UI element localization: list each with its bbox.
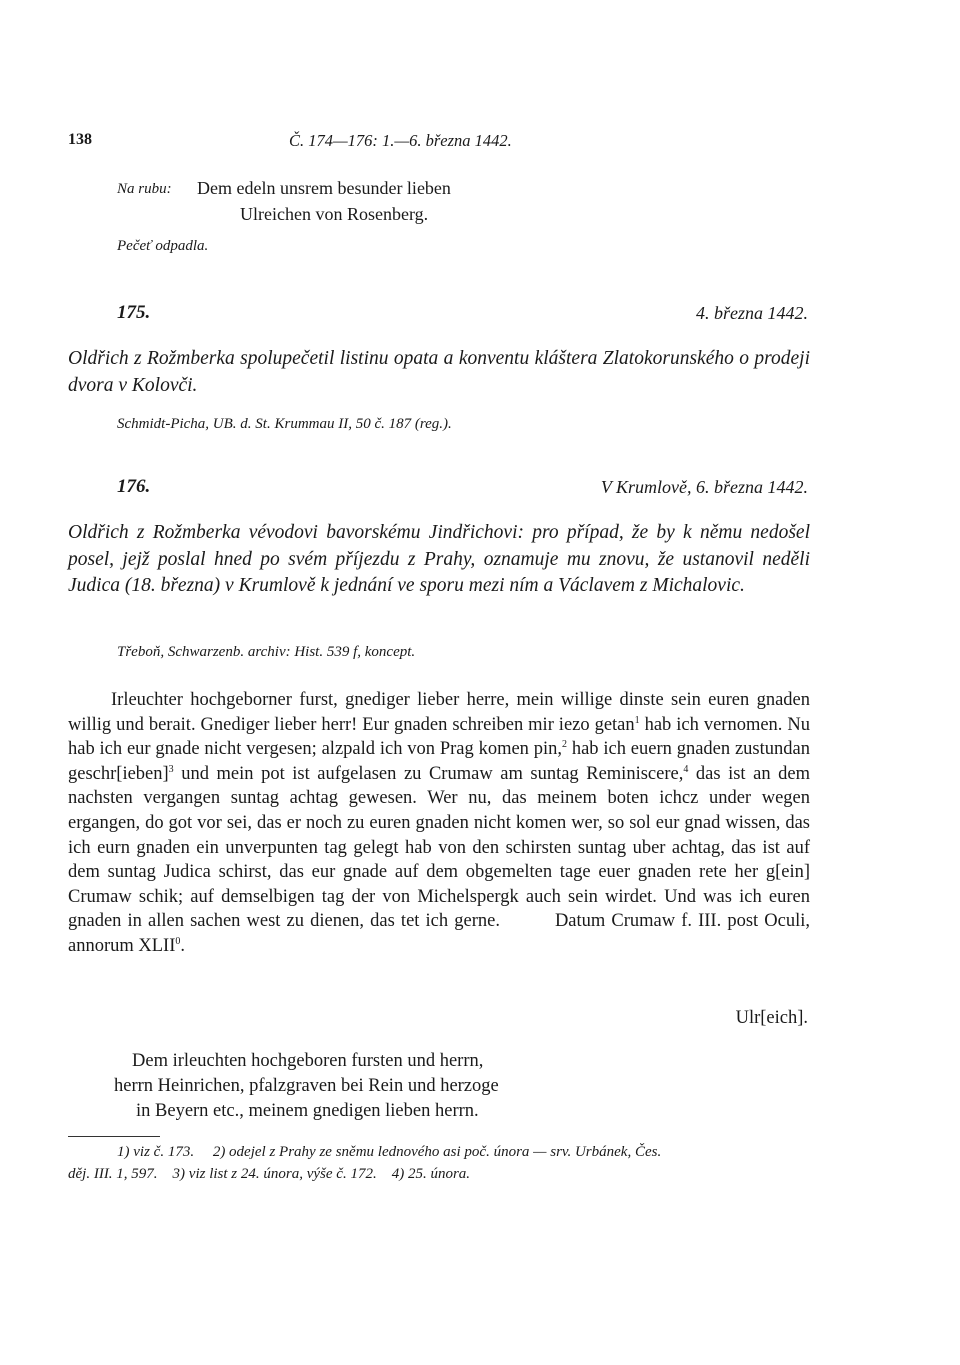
footnote-ref: 2 (562, 739, 568, 751)
signature: Ulr[eich]. (735, 1008, 808, 1028)
letter-part: Irleuchter hochgeborner furst, gnediger lieber herre, mein willige dinste sein euren gnaden willig und berait. Gnediger lieber herr! Eur gnaden schreiben mir iezo getan (68, 690, 810, 735)
dating-clause: Datum Crumaw f. III. post Oculi, annorum XLII (68, 911, 810, 956)
document-date: V Krumlově, 6. března 1442. (600, 477, 808, 497)
source-note: Třeboň, Schwarzenb. archiv: Hist. 539 f, koncept. (117, 644, 416, 660)
footnote-rule (68, 1136, 160, 1137)
letter-text (68, 688, 810, 959)
letter-part: das ist an dem nachsten vergangen suntag achtag gewesen. Wer nu, das meinem boten ichcz under wegen ergangen, do got vor sei, das er noch zu euren gnaden nicht komen wer, so sol eur gnad wissen, das ich eurn gnaden ein unverpunten tag gelegt hab von den schirsten suntag uber achtag, das ist auf dem suntag Judica schirst, das eur gnade auf dem obgemelten tage euer gnaden rete her g[ein] Crumaw schik; auf demselbigen tag der von Michelspergk auch sein wirdet. Und was ich euren gnaden in allen sachen west zu dienen, das tet ich gerne. (68, 763, 810, 932)
footnote-line-2: děj. III. 1, 597. 3) viz list z 24. února, výše č. 172. 4) 25. února. (68, 1166, 471, 1182)
letter-part: und mein pot ist aufgelasen zu Crumaw am suntag Reminiscere, (173, 763, 684, 784)
regest: Oldřich z Rožmberka spolupečetil listinu opata a konventu kláštera Zlatokorunského o prodeji dvora v Kolovči. (68, 348, 810, 396)
page-number: 138 (68, 131, 92, 148)
letter-part: hab ich vernomen. Nu hab ich eur gnade nicht vergesen; alzpald ich von Prag komen pin, (68, 714, 810, 760)
address-label: Na rubu: (117, 181, 172, 197)
running-head-range: Č. 174—176: 1.—6. března 1442. (289, 131, 512, 150)
address-line-1: Dem edeln unsrem besunder lieben (197, 178, 451, 198)
footnote-ref: 1 (634, 714, 640, 726)
letter-address-line-2: herrn Heinrichen, pfalzgraven bei Rein und herzoge (114, 1076, 499, 1096)
regest: Oldřich z Rožmberka vévodovi bavorskému Jindřichovi: pro případ, že by k němu nedošel posel, jejž poslal hned po svém příjezdu z Prahy, oznamuje mu znovu, že ustanovil neděli Judica (18. března) v Krumlově k jednání ve sporu mezi ním a Václavem z Michalovic. (68, 522, 810, 596)
document-date: 4. března 1442. (696, 303, 808, 323)
letter-paragraph (68, 688, 810, 959)
source-note: Schmidt-Picha, UB. d. St. Krummau II, 50 č. 187 (reg.). (117, 416, 452, 432)
seal-note: Pečeť odpadla. (117, 238, 209, 254)
letter-address-line-3: in Beyern etc., meinem gnedigen lieben herrn. (136, 1101, 479, 1121)
footnote-ref: 4 (683, 763, 689, 775)
document-number: 176. (117, 476, 151, 497)
dating-end: . (180, 935, 185, 956)
letter-part: hab ich euern gnaden zustundan geschr[ieben] (68, 739, 810, 784)
footnote-line-1: 1) viz č. 173. 2) odejel z Prahy ze sněmu lednového asi poč. února — srv. Urbánek, Čes. (117, 1144, 662, 1160)
address-line-2: Ulreichen von Rosenberg. (240, 204, 429, 224)
letter-address-line-1: Dem irleuchten hochgeboren fursten und herrn, (132, 1051, 484, 1071)
document-number: 175. (117, 302, 151, 323)
dating-superscript: 0 (175, 935, 181, 947)
footnote-ref: 3 (168, 763, 174, 775)
